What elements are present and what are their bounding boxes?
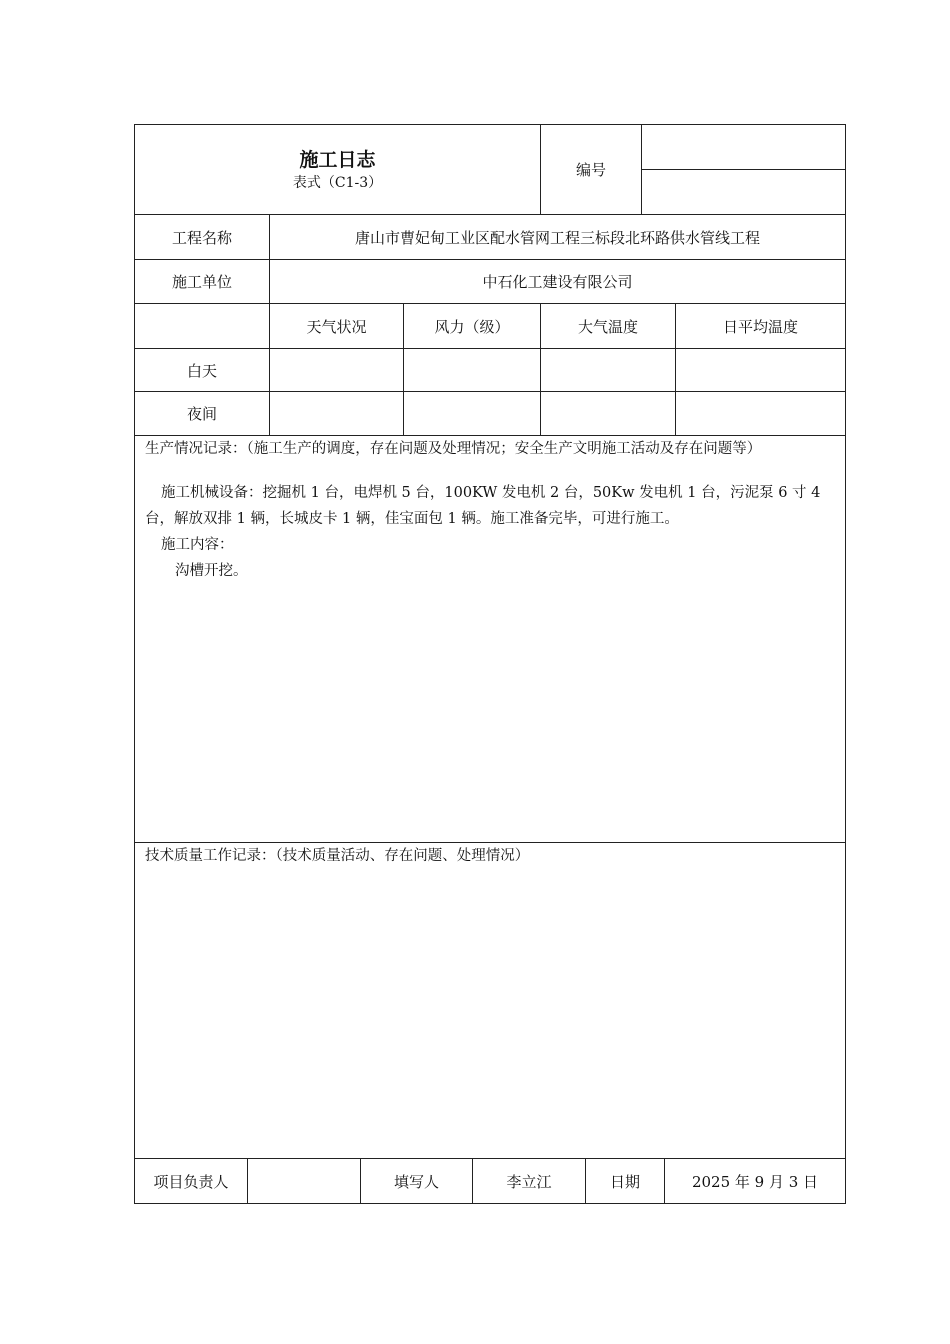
equipment-text: 施工机械设备：挖掘机 1 台，电焊机 5 台，100KW 发电机 2 台，50Kw 发电机 1 台，污泥泵 6 寸 4 台，解放双排 1 辆，长城皮卡 1 辆，佳宝面包 1 辆。施工准备完毕，可进行施工。 [145,485,821,527]
writer-value[interactable]: 李立江 [472,1158,586,1204]
form-code: 表式（C1-3） [292,174,383,191]
construction-unit-value: 中石化工建设有限公司 [269,259,846,304]
quality-record-section[interactable] [134,842,846,1159]
weather-col-avg-temp: 日平均温度 [675,303,846,349]
number-label: 编号 [540,124,642,215]
weather-corner-cell [134,303,270,349]
content-label: 施工内容： [161,537,234,553]
manager-label: 项目负责人 [134,1158,248,1204]
production-record-heading: 生产情况记录：（施工生产的调度，存在问题及处理情况；安全生产文明施工活动及存在问题等） [145,441,762,457]
weather-col-condition: 天气状况 [269,303,404,349]
manager-field[interactable] [247,1158,361,1204]
quality-record-heading: 技术质量工作记录：（技术质量活动、存在问题、处理情况） [145,848,530,864]
weather-row-day-label: 白天 [134,348,270,392]
construction-unit-label: 施工单位 [134,259,270,304]
weather-col-air-temp: 大气温度 [540,303,676,349]
day-condition-field[interactable] [269,348,404,392]
date-value[interactable]: 2025 年 9 月 3 日 [664,1158,846,1204]
production-record-section[interactable] [134,435,846,843]
date-label: 日期 [585,1158,665,1204]
night-air-temp-field[interactable] [540,391,676,436]
night-avg-temp-field[interactable] [675,391,846,436]
weather-col-wind: 风力（级） [403,303,541,349]
number-field-1[interactable] [641,124,846,170]
weather-row-night-label: 夜间 [134,391,270,436]
number-field-2[interactable] [641,169,846,215]
night-condition-field[interactable] [269,391,404,436]
writer-label: 填写人 [360,1158,473,1204]
content-value: 沟槽开挖。 [175,563,248,579]
day-avg-temp-field[interactable] [675,348,846,392]
project-name-label: 工程名称 [134,214,270,260]
day-air-temp-field[interactable] [540,348,676,392]
night-wind-field[interactable] [403,391,541,436]
day-wind-field[interactable] [403,348,541,392]
project-name-value: 唐山市曹妃甸工业区配水管网工程三标段北环路供水管线工程 [269,214,846,260]
page-title: 施工日志 [299,148,376,171]
construction-log-form [134,124,846,1204]
title-cell [134,124,541,215]
